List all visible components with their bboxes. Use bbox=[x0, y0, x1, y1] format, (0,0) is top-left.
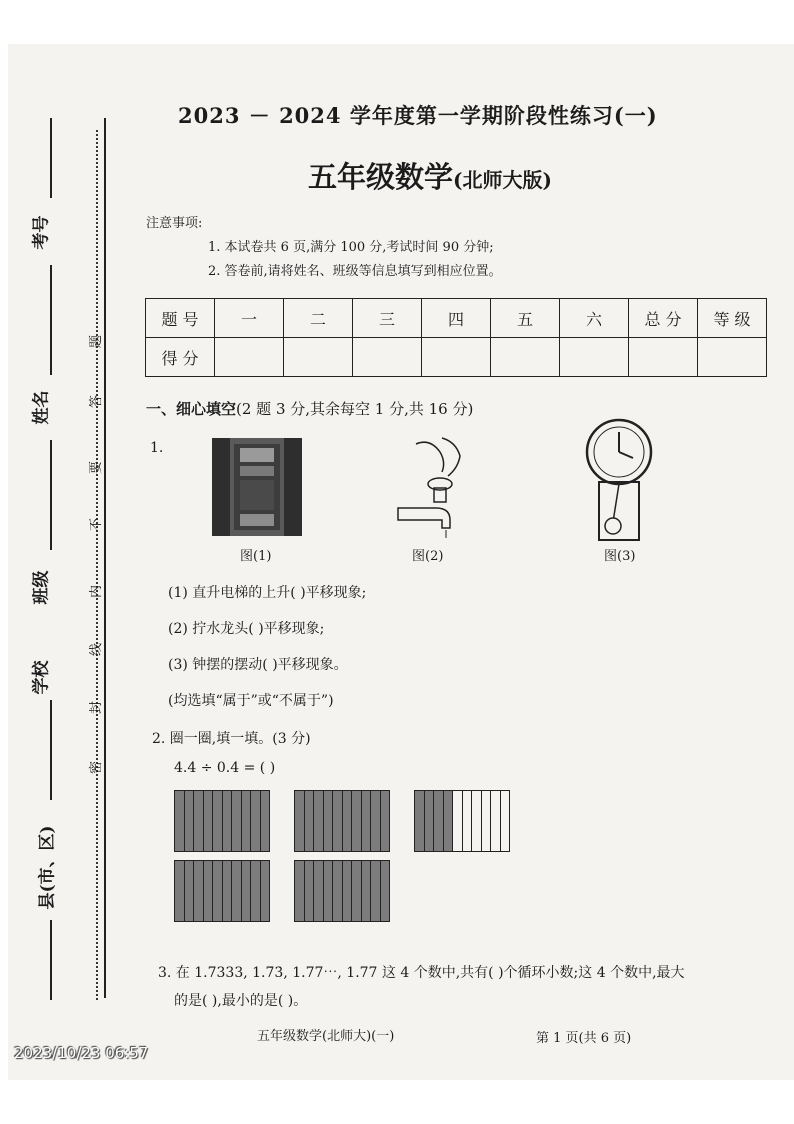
score-header-cell: 一 bbox=[215, 299, 284, 338]
edition-label: (北师大版) bbox=[453, 168, 552, 192]
grid-strip bbox=[324, 791, 334, 851]
field-line-2 bbox=[50, 265, 52, 375]
grid-strip bbox=[472, 791, 482, 851]
grid-strip bbox=[242, 791, 252, 851]
score-input-cell[interactable] bbox=[698, 338, 767, 377]
grid-strip bbox=[381, 861, 390, 921]
grid-strip bbox=[425, 791, 435, 851]
figure-caption: 图(3) bbox=[604, 549, 636, 564]
grid-strip bbox=[352, 861, 362, 921]
score-input-cell[interactable] bbox=[284, 338, 353, 377]
grid-strip bbox=[371, 861, 381, 921]
grid-strip bbox=[314, 791, 324, 851]
score-header-row bbox=[146, 299, 767, 338]
grid-strip bbox=[333, 861, 343, 921]
grid-strip bbox=[232, 791, 242, 851]
figure-caption: 图(1) bbox=[240, 549, 272, 564]
grid-strip bbox=[305, 861, 315, 921]
question-2-prompt: 2. 圈一圈,填一填。(3 分) bbox=[152, 731, 311, 747]
seal-char: 内 bbox=[89, 584, 105, 599]
score-input-cell[interactable] bbox=[629, 338, 698, 377]
seal-char: 答 bbox=[89, 394, 105, 409]
grid-strip bbox=[232, 861, 242, 921]
grid-strip bbox=[261, 861, 270, 921]
grid-strip bbox=[371, 791, 381, 851]
grid-strip bbox=[333, 791, 343, 851]
instruction-note: (均选填“属于”或“不属于”) bbox=[168, 693, 334, 709]
subject-name: 五年级数学 bbox=[308, 160, 454, 194]
grid-strip bbox=[251, 861, 261, 921]
score-input-cell[interactable] bbox=[353, 338, 422, 377]
score-header-cell: 五 bbox=[491, 299, 560, 338]
notes-block bbox=[146, 212, 502, 284]
note-item: 1. 本试卷共 6 页,满分 100 分,考试时间 90 分钟; bbox=[208, 240, 494, 255]
score-header-cell: 四 bbox=[422, 299, 491, 338]
binding-line-outer bbox=[104, 118, 106, 998]
subject-title bbox=[308, 155, 552, 196]
grid-strip bbox=[295, 791, 305, 851]
grid-strip bbox=[295, 861, 305, 921]
grid-strip bbox=[352, 791, 362, 851]
grid-strip bbox=[242, 861, 252, 921]
decimal-grid bbox=[294, 860, 390, 922]
section-note: (2 题 3 分,其余每空 1 分,共 16 分) bbox=[236, 400, 474, 418]
decimal-grid bbox=[174, 790, 270, 852]
field-line-1 bbox=[50, 118, 52, 198]
grid-strip bbox=[463, 791, 473, 851]
score-input-cell[interactable] bbox=[215, 338, 284, 377]
score-header-cell: 题 号 bbox=[146, 299, 215, 338]
field-exam-number: 考号 bbox=[31, 215, 52, 250]
grid-strip bbox=[194, 791, 204, 851]
section-heading bbox=[146, 398, 473, 419]
grid-strip bbox=[213, 861, 223, 921]
grid-strip bbox=[381, 791, 390, 851]
photo-timestamp: 2023/10/23 06:57 bbox=[14, 1044, 149, 1062]
grid-strip bbox=[204, 791, 214, 851]
seal-char: 线 bbox=[89, 642, 105, 657]
grid-strip bbox=[343, 791, 353, 851]
note-item: 2. 答卷前,请将姓名、班级等信息填写到相应位置。 bbox=[208, 264, 502, 279]
field-line-3 bbox=[50, 440, 52, 550]
decimal-grid bbox=[294, 790, 390, 852]
score-input-cell[interactable] bbox=[491, 338, 560, 377]
score-input-cell[interactable] bbox=[422, 338, 491, 377]
grid-strip bbox=[185, 791, 195, 851]
subquestion: (1) 直升电梯的上升( )平移现象; bbox=[168, 585, 367, 601]
score-header-cell: 二 bbox=[284, 299, 353, 338]
score-row-label: 得 分 bbox=[146, 338, 215, 377]
grid-strip bbox=[185, 861, 195, 921]
score-header-cell: 三 bbox=[353, 299, 422, 338]
score-value-row bbox=[146, 338, 767, 377]
grid-strip bbox=[343, 861, 353, 921]
exam-title: 2023 － 2024 学年度第一学期阶段性练习(一) bbox=[178, 103, 658, 128]
grid-strip bbox=[324, 861, 334, 921]
subquestion: (2) 拧水龙头( )平移现象; bbox=[168, 621, 325, 637]
grid-strip bbox=[314, 861, 324, 921]
grid-strip bbox=[223, 861, 233, 921]
grid-strip bbox=[453, 791, 463, 851]
question-3-line-2: 的是( ),最小的是( )。 bbox=[174, 993, 308, 1009]
field-class: 班级 bbox=[31, 570, 52, 605]
pendulum-clock-icon bbox=[585, 418, 653, 542]
question-number: 1. bbox=[150, 440, 164, 456]
score-header-cell: 等 级 bbox=[698, 299, 767, 338]
grid-strip bbox=[491, 791, 501, 851]
question-2-equation: 4.4 ÷ 0.4 = ( ) bbox=[174, 760, 276, 776]
score-header-cell: 总 分 bbox=[629, 299, 698, 338]
grid-strip bbox=[444, 791, 454, 851]
grid-strip bbox=[261, 791, 270, 851]
grid-strip bbox=[204, 861, 214, 921]
grid-strip bbox=[482, 791, 492, 851]
grid-strip bbox=[434, 791, 444, 851]
section-title: 一、细心填空 bbox=[146, 400, 237, 418]
binding-line-dotted bbox=[96, 130, 98, 1000]
grid-strip bbox=[213, 791, 223, 851]
grid-strip bbox=[194, 861, 204, 921]
subquestion: (3) 钟摆的摆动( )平移现象。 bbox=[168, 657, 348, 673]
grid-strip bbox=[223, 791, 233, 851]
score-input-cell[interactable] bbox=[560, 338, 629, 377]
seal-char: 题 bbox=[89, 334, 105, 349]
grid-strip bbox=[501, 791, 510, 851]
field-county: 县(市、区) bbox=[37, 825, 58, 910]
field-name: 姓名 bbox=[31, 390, 52, 425]
grid-strip bbox=[362, 791, 372, 851]
grid-strip bbox=[415, 791, 425, 851]
seal-char: 密 bbox=[89, 760, 105, 775]
decimal-grid bbox=[414, 790, 510, 852]
grid-strip bbox=[175, 791, 185, 851]
notes-heading: 注意事项: bbox=[146, 216, 203, 231]
field-line-4 bbox=[50, 700, 52, 800]
seal-char: 不 bbox=[89, 517, 105, 532]
elevator-photo bbox=[212, 438, 302, 536]
seal-char: 要 bbox=[89, 460, 105, 475]
page-number: 第 1 页(共 6 页) bbox=[536, 1031, 632, 1046]
grid-strip bbox=[362, 861, 372, 921]
exam-paper bbox=[8, 44, 794, 1080]
field-school: 学校 bbox=[31, 660, 52, 695]
grid-strip bbox=[305, 791, 315, 851]
decimal-grid bbox=[174, 860, 270, 922]
grid-strip bbox=[175, 861, 185, 921]
grid-strip bbox=[251, 791, 261, 851]
faucet-icon bbox=[396, 434, 472, 538]
score-header-cell: 六 bbox=[560, 299, 629, 338]
seal-char: 封 bbox=[89, 700, 105, 715]
score-table bbox=[145, 298, 767, 377]
figure-caption: 图(2) bbox=[412, 549, 444, 564]
footer-title: 五年级数学(北师大)(一) bbox=[257, 1029, 395, 1044]
field-line-5 bbox=[50, 920, 52, 1000]
question-3-line-1: 3. 在 1.7333, 1.7̇3̇, 1.77⋯, 1.77 这 4 个数中,共有( )个循环小数;这 4 个数中,最大 bbox=[158, 965, 685, 981]
